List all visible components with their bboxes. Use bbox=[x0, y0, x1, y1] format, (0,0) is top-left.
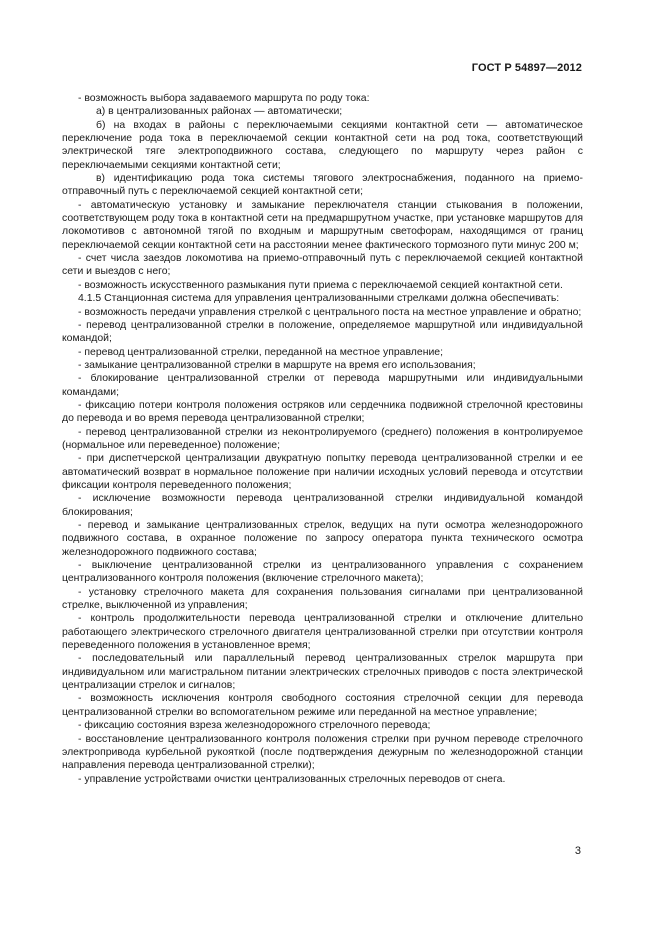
list-item-paragraph: 4.1.5 Станционная система для управления централизованными стрелками должна обеспечивать: bbox=[78, 293, 560, 305]
sub-item-paragraph: в) идентификацию рода тока системы тягового электроснабжения, поданного на приемо-отправочный путь с переключаемой секцией контактной сети; bbox=[62, 173, 583, 198]
list-item-paragraph: - при диспетчерской централизации двукратную попытку перевода централизованной стрелки и ее автоматический возврат в нормальное положение при наличии исходных условий перевода и отсутствии фиксации контроля переведенного положения; bbox=[62, 453, 583, 491]
list-item-paragraph: - возможность передачи управления стрелкой с центрального поста на местное управление и обратно; bbox=[78, 306, 582, 318]
sub-item-paragraph: б) на входах в районы с переключаемыми секциями контактной сети — автоматическое переключение рода тока в переключаемой секции контактной сети на род тока, соответствующий электрической тяге электроподвижного состава, следующего по маршруту через район с переключаемыми секциями контактной сети; bbox=[62, 119, 583, 171]
page-header-standard-code: ГОСТ Р 54897—2012 bbox=[471, 62, 582, 74]
sub-item-paragraph: а) в централизованных районах — автоматически; bbox=[96, 106, 343, 118]
list-item-paragraph: - замыкание централизованной стрелки в маршруте на время его использования; bbox=[78, 359, 476, 371]
list-item-paragraph: - перевод и замыкание централизованных стрелок, ведущих на пути осмотра железнодорожного подвижного состава, в охранное положение по запросу оператора пункта технического осмотра железнодорожного подвижного состава; bbox=[62, 520, 583, 558]
document-body bbox=[62, 92, 583, 786]
list-item-paragraph: - перевод централизованной стрелки из неконтролируемого (среднего) положения в контролируемое (нормальное или переведенное) положение; bbox=[62, 426, 583, 451]
list-item-paragraph: - блокирование централизованной стрелки от перевода маршрутными или индивидуальными командами; bbox=[62, 373, 583, 398]
list-item-paragraph: - фиксацию состояния взреза железнодорожного стрелочного перевода; bbox=[78, 720, 431, 732]
list-item-paragraph: - исключение возможности перевода централизованной стрелки индивидуальной командой блокирования; bbox=[62, 493, 583, 518]
list-item-paragraph: - контроль продолжительности перевода централизованной стрелки и отключение длительно работающего электрического стрелочного двигателя централизованной стрелки при отсутствии контроля переведенного положения в установленное время; bbox=[62, 613, 583, 652]
list-item-paragraph: - перевод централизованной стрелки в положение, определяемое маршрутной или индивидуальной командой; bbox=[62, 319, 583, 345]
list-item-paragraph: - возможность исключения контроля свободного состояния стрелочной секции для перевода централизованной стрелки во вспомогательном режиме или переданной на местное управление; bbox=[62, 693, 583, 718]
list-item-paragraph: - выключение централизованной стрелки из централизованного управления с сохранением централизованного контроля положения (включение стрелочного макета); bbox=[62, 560, 583, 585]
list-item-paragraph: - счет числа заездов локомотива на приемо-отправочный путь с переключаемой секцией контактной сети и выездов с него; bbox=[62, 253, 583, 278]
list-item-paragraph: - возможность искусственного размыкания пути приема с переключаемой секцией контактной сети. bbox=[78, 279, 563, 291]
list-item-paragraph: - фиксацию потери контроля положения остряков или сердечника подвижной стрелочной крестовины до перевода и во время перевода централизованной стрелки; bbox=[62, 399, 583, 425]
list-item-paragraph: - последовательный или параллельный перевод централизованных стрелок маршрута при индивидуальном или магистральном питании электрических стрелочных приводов с поста электрической централизации стрелок и сигналов; bbox=[62, 653, 583, 692]
list-item-paragraph: - восстановление централизованного контроля положения стрелки при ручном переводе стрелочного электропривода курбельной рукояткой (после подтверждения дежурным по железнодорожной станции направления перевода централизованной стрелки); bbox=[62, 733, 583, 772]
page-number: 3 bbox=[574, 845, 581, 857]
list-item-paragraph: - возможность выбора задаваемого маршрута по роду тока: bbox=[78, 93, 370, 104]
list-item-paragraph: - автоматическую установку и замыкание переключателя станции стыкования в положении, соответствующем роду тока в контактной сети на предмаршрутном участке, при установке маршрутов для локомотивов с автономной тягой по входным и маршрутным светофорам, находящимся от границ переключаемой секции контактной сети на расстоянии менее фактического тормозного пути минус 200 м; bbox=[62, 199, 583, 251]
list-item-paragraph: - перевод централизованной стрелки, переданной на местное управление; bbox=[78, 346, 443, 358]
list-item-paragraph: - установку стрелочного макета для сохранения пользования сигналами при централизованной стрелке, выключенной из управления; bbox=[62, 586, 583, 612]
list-item-paragraph: - управление устройствами очистки централизованных стрелочных переводов от снега. bbox=[78, 773, 506, 785]
